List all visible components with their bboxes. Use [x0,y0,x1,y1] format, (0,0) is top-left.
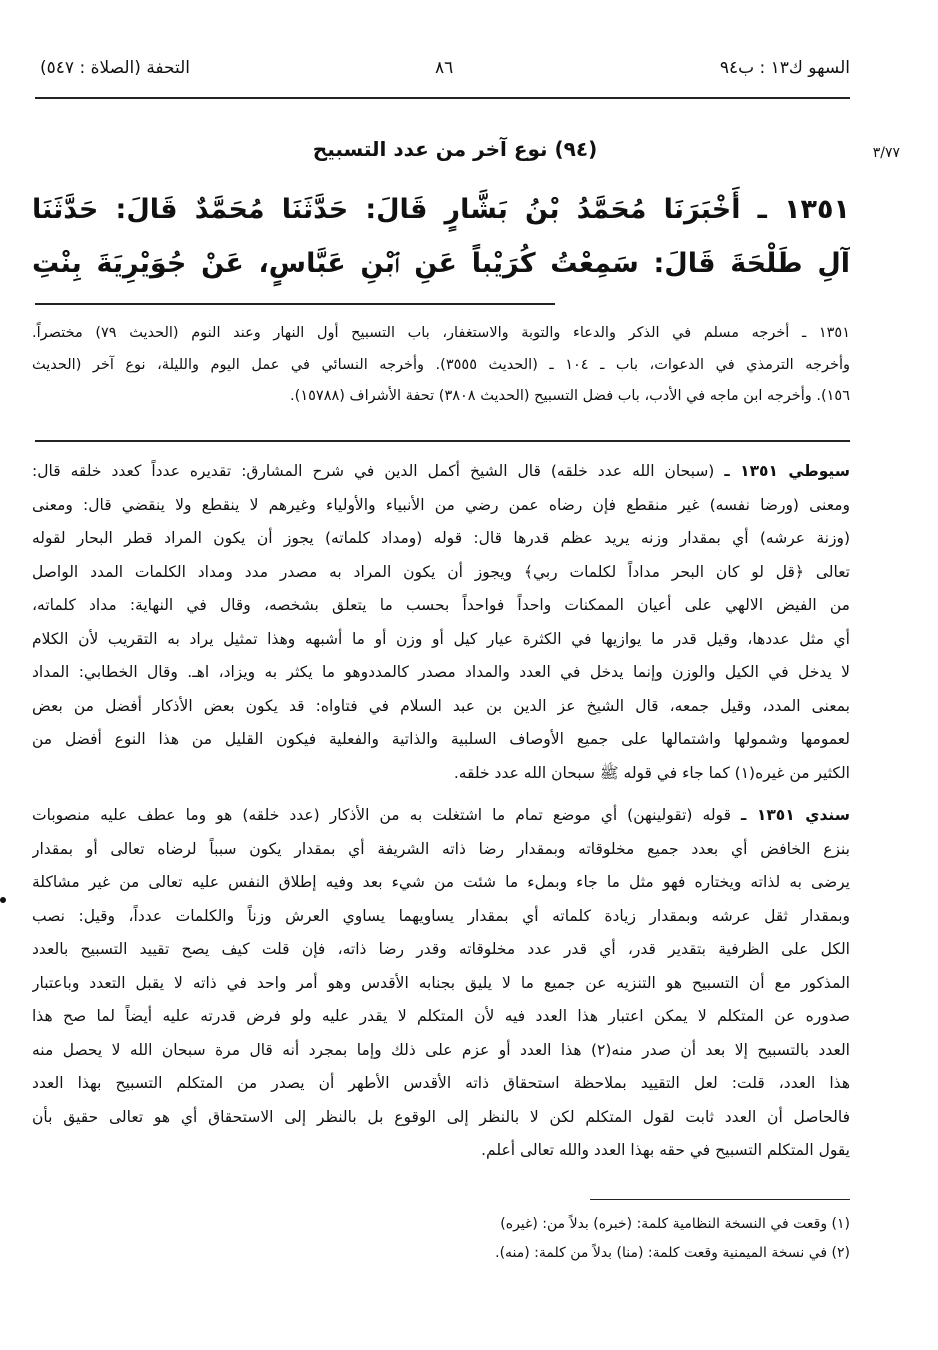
suyuti-commentary-line [32,724,850,754]
sindi-commentary-line [32,1001,850,1031]
footnote: (٢) في نسخة الميمنية وقعت كلمة: (منا) بدلاً من كلمة: (منه). [495,1245,850,1261]
page-number: ٨٦ [435,58,454,78]
suyuti-commentary-line [32,624,850,654]
text-divider [35,303,555,305]
commentary-source-label: سندي ١٣٥١ ـ [741,806,850,824]
suyuti-commentary-line [32,691,850,721]
sindi-commentary-line [32,800,850,830]
running-header-tuhfa-ref: التحفة (الصلاة : ٥٤٧) [40,58,191,78]
suyuti-commentary-line [32,590,850,620]
hadith-text-line: ١٣٥١ ـ أَخْبَرَنَا مُحَمَّدُ بْنُ بَشَّارٍ قَالَ: حَدَّثَنَا مُحَمَّدٌ قَالَ: حَدَّثَنَا [32,194,850,225]
commentary-text: ومعنى (ورضا نفسه) غير منقطع فإن رضاه عمن رضي من الأنبياء والأولياء وغيرهم لا ينقطع ولا ينقضي قال: ومعنى [32,495,850,514]
sindi-commentary-line [32,901,850,931]
sindi-commentary-line [32,1035,850,1065]
running-header-chapter: السهو ك١٣ : ب٩٤ [719,58,850,78]
commentary-text: المذكور مع أن التسبيح هو التنزيه عن جميع ما لا يليق بجنابه الأقدس وهو أمر واحد في ذاته لا يقبل التعدد وباعتبار [32,973,850,992]
commentary-text: بمعنى المدد، وقيل جمعه، قال الشيخ عز الدين بن عبد السلام في فتاواه: قد يكون بعض الأذكار أفضل من بعض [32,696,850,715]
commentary-text: (سبحان الله عدد خلقه) قال الشيخ أكمل الدين في شرح المشارق: تقديره عدداً كعدد خلقه قال: [32,462,715,480]
commentary-text: قوله (تقولينهن) أي موضع تمام ما اشتغلت به من الأذكار (عدد خلقه) هو وما عطف عليه منصوبات [32,806,731,824]
suyuti-commentary-line [32,657,850,687]
footnote: (١) وقعت في النسخة النظامية كلمة: (خبره) بدلاً من: (غيره) [500,1216,850,1232]
commentary-text: يرضى به لذاته ويختاره فهو مثل ما جاء وبملء ما شئت من شيء بعد وفيه إطلاق النفس عليه تعالى من غير مشاكلة [32,873,850,891]
suyuti-commentary-line [32,758,850,788]
sindi-commentary-line [32,1068,850,1098]
commentary-text: لعمومها وشمولها واشتمالها على جميع الأوصاف السلبية والذاتية والفعلية فيكون القليل من هذا النوع أفضل من [32,730,850,748]
hadith-text-line: آلِ طَلْحَةَ قَالَ: سَمِعْتُ كُرَيْباً عَنِ ٱبْنِ عَبَّاسٍ، عَنْ جُوَيْرِيَةَ بِنْتِ [32,248,850,279]
takhrij-line: وأخرجه الترمذي في الدعوات، باب ـ ١٠٤ ـ (الحديث ٣٥٥٥). وأخرجه النسائي في عمل اليوم والليلة، نوع آخر (الحديث [32,357,850,373]
suyuti-commentary-line [32,557,850,587]
commentary-text: من الفيض الالهي على أعيان الممكنات واحداً فواحداً بحسب ما يتعلق بشخصه، وقال في النهاية: مداد كلماته، [32,596,850,614]
commentary-text: بنزع الخافض أي بعدد جميع مخلوقاته وبمقدار رضا ذاته الشريفة أي بمقدار يكون سبباً لرضاه تعالى أو بمقدار [32,839,850,858]
commentary-text: لا يدخل في الكيل والوزن وإنما يدخل في العدد والمداد مصدر كالمددوهو ما يكثر به ويزاد، اهـ. وقال الخطابي: المداد [32,663,850,681]
sindi-commentary-line [32,867,850,897]
suyuti-commentary-line [32,523,850,553]
commentary-source-label: سيوطي ١٣٥١ ـ [724,462,850,480]
margin-volume-page-ref: ٣/٧٧ [872,145,900,161]
takhrij-line: ١٣٥١ ـ أخرجه مسلم في الذكر والدعاء والتوبة والاستغفار، باب التسبيح أول النهار وعند النوم (الحديث ٧٩) مختصراً. [32,325,850,341]
sindi-commentary-line [32,1102,850,1132]
header-divider [35,97,850,99]
suyuti-commentary-line [32,490,850,520]
commentary-text: العدد بالتسبيح إلا بعد أن صدر منه(٢) هذا العدد أو عزم على ذلك وإما بمجرد أنه قال مرة سبحان الله لا يحصل منه [32,1040,850,1059]
commentary-text: يقول المتكلم التسبيح في حقه بهذا العدد والله تعالى أعلم. [481,1141,850,1159]
commentary-text: (وزنة عرشه) أي بمقدار وزنه يريد عظم قدرها قال: قوله (ومداد كلماته) يجوز أن يكون المراد قطر البحار لقوله [32,529,850,547]
margin-mark [0,897,6,903]
sindi-commentary-line [32,834,850,864]
commentary-text: وبمقدار ثقل عرشه وبمقدار زيادة كلماته أي بمقدار يساويهما يساوي العرش وزناً والكلمات عدداً، وقيل: نصب [32,906,850,925]
commentary-text: هذا العدد، قلت: لعل التقييد بملاحظة استحقاق ذاته الأقدس الأطهر أن يصدر من المتكلم التسبيح بهذا العدد [32,1074,850,1092]
footnotes-divider [590,1199,850,1200]
commentary-text: أي مثل عددها، وقيل قدر ما يوازيها في الكثرة عيار كيل أو وزن أو ما أشبهه وهذا تمثيل يراد به التقريب لأن الكلام [32,629,850,648]
commentary-text: تعالى ﴿قل لو كان البحر مداداً لكلمات ربي﴾ ويجوز أن يكون المراد به مصدر مدد ومداد الكلمات المدد الواصل [32,562,850,581]
chapter-title: (٩٤) نوع آخر من عدد التسبيح [312,137,598,161]
commentary-text: صدوره عن المتكلم لا يمكن اعتبار هذا العدد فيه لأن المتكلم لا يقدر عليه ولو فرض قدرته عليه أيضاً لما صح هذا [32,1007,850,1025]
sindi-commentary-line [32,968,850,998]
sindi-commentary-line [32,1135,850,1165]
commentary-text: فالحاصل أن العدد ثابت لقول المتكلم لكن لا بالنظر إلى الوقوع بل بالنظر إلى الاستحقاق أي هو تعالى حقيق بأن [32,1107,850,1126]
commentary-text: الكثير من غيره(١) كما جاء في قوله ﷺ سبحان الله عدد خلقه. [453,763,850,782]
commentary-divider [35,440,850,442]
takhrij-line: ١٥٦). وأخرجه ابن ماجه في الأدب، باب فضل التسبيح (الحديث ٣٨٠٨) تحفة الأشراف (١٥٧٨٨). [290,388,850,404]
suyuti-commentary-line [32,456,850,486]
commentary-text: الكل على الظرفية بتقدير قدر، أي قدر عدد مخلوقاته وقدر رضا ذاته، فإن قلت كيف يصح تقييد التسبيح بالعدد [32,940,850,958]
sindi-commentary-line [32,934,850,964]
